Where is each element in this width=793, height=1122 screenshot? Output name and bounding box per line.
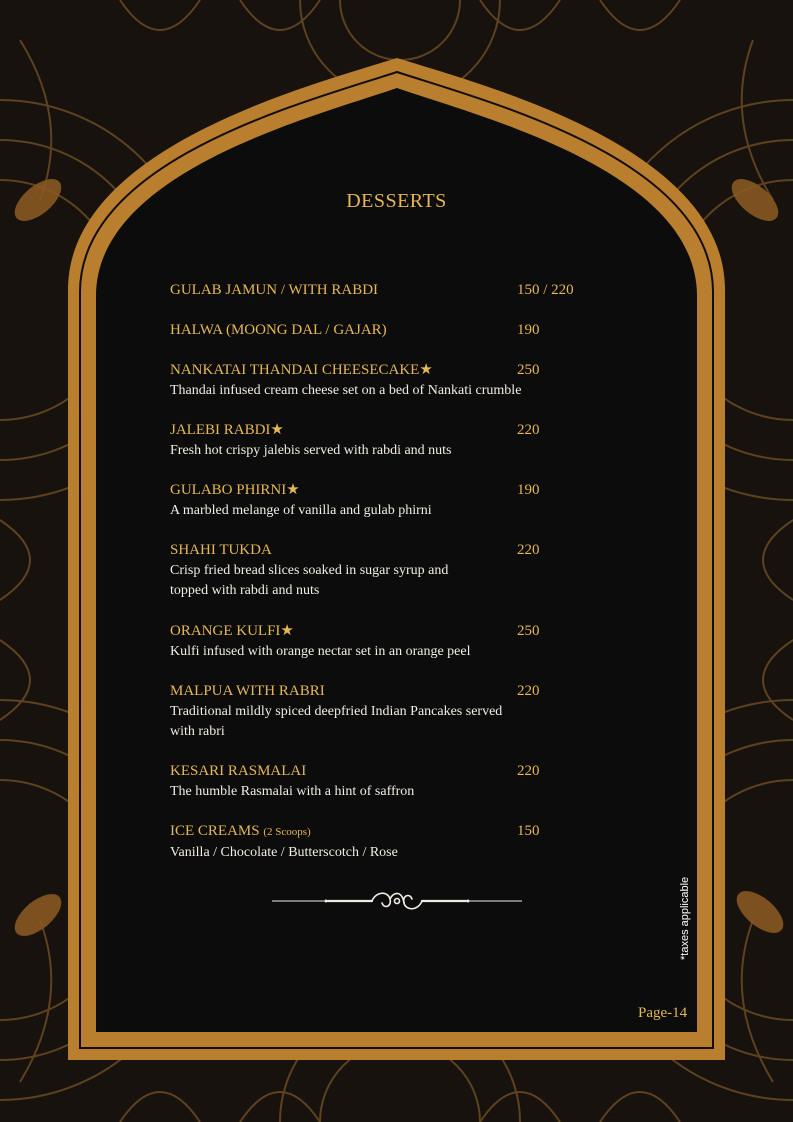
item-description: Thandai infused cream cheese set on a bed of Nankati crumble	[170, 383, 522, 398]
item-name: JALEBI RABDI★	[170, 422, 284, 438]
menu-item-gulabo-phirni	[170, 480, 600, 521]
item-price: 220	[517, 683, 540, 699]
item-description: The humble Rasmalai with a hint of saffron	[170, 784, 415, 799]
item-price: 250	[517, 362, 540, 378]
menu-item-gulab-jamun	[170, 280, 600, 300]
item-name: NANKATAI THANDAI CHEESECAKE★	[170, 362, 433, 378]
item-price: 250	[517, 623, 540, 639]
item-description: A marbled melange of vanilla and gulab phirni	[170, 503, 432, 518]
item-price: 220	[517, 542, 540, 558]
item-name-text: ICE CREAMS	[170, 823, 260, 839]
item-price: 220	[517, 422, 540, 438]
item-name-note: (2 Scoops)	[263, 826, 311, 838]
menu-item-kesari-rasmalai	[170, 761, 600, 802]
item-price: 150	[517, 823, 540, 839]
item-name: HALWA (MOONG DAL / GAJAR)	[170, 322, 387, 338]
menu-item-shahi-tukda	[170, 540, 600, 601]
page-number: Page-14	[638, 1005, 688, 1021]
page-title: DESSERTS	[346, 190, 447, 212]
item-name: SHAHI TUKDA	[170, 542, 272, 558]
item-description: Fresh hot crispy jalebis served with rabdi and nuts	[170, 443, 452, 458]
item-name: MALPUA WITH RABRI	[170, 683, 325, 699]
item-description-line: Crisp fried bread slices soaked in sugar syrup and	[170, 563, 449, 578]
menu-item-halwa	[170, 320, 600, 340]
ornamental-scroll-divider-icon	[272, 887, 522, 915]
item-name: ORANGE KULFI★	[170, 623, 294, 639]
item-description: Kulfi infused with orange nectar set in an orange peel	[170, 644, 471, 659]
item-name: KESARI RASMALAI	[170, 763, 307, 779]
menu-item-jalebi-rabdi	[170, 420, 600, 461]
menu-item-malpua	[170, 681, 600, 742]
item-name: GULAB JAMUN / WITH RABDI	[170, 282, 379, 298]
menu-item-ice-creams	[170, 821, 600, 863]
item-price: 190	[517, 322, 540, 338]
item-name: GULABO PHIRNI★	[170, 482, 300, 498]
item-description-line: Traditional mildly spiced deepfried Indian Pancakes served	[170, 704, 503, 719]
item-description: Vanilla / Chocolate / Butterscotch / Rose	[170, 845, 398, 860]
menu-item-nankatai-cheesecake	[170, 360, 600, 401]
item-price: 150 / 220	[517, 282, 574, 298]
item-price: 190	[517, 482, 540, 498]
item-description-line: topped with rabdi and nuts	[170, 583, 320, 598]
item-description-line: with rabri	[170, 724, 225, 739]
item-price: 220	[517, 763, 540, 779]
taxes-note: *taxes applicable	[679, 876, 691, 960]
menu-item-orange-kulfi	[170, 621, 600, 662]
